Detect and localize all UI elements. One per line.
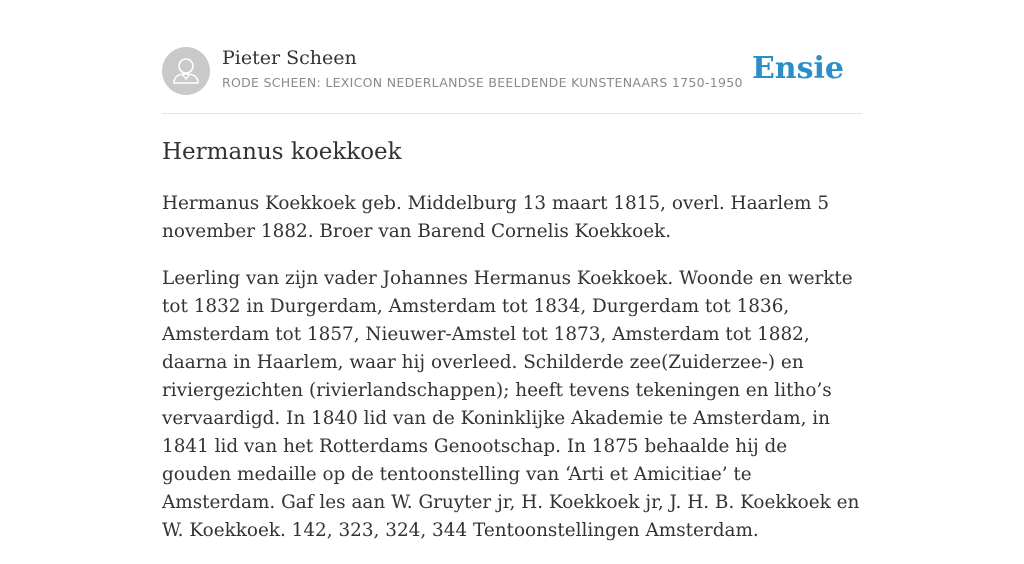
article-title: Hermanus koekkoek	[162, 139, 402, 165]
paragraph: Leerling van zijn vader Johannes Hermanus Koekkoek. Woonde en werkte tot 1832 in Durgerdam, Amsterdam tot 1834, Durgerdam tot 1836, Amsterdam tot 1857, Nieuwer-Amstel tot 1873, Amsterdam tot 1882, daarna in Haarlem, waar hij overleed. Schilderde zee(Zuiderzee-) en riviergezichten (rivierlandschappen); heeft tevens tekeningen en litho’s vervaardigd. In 1840 lid van de Koninklijke Akademie te Amsterdam, in 1841 lid van het Rotterdams Genootschap. In 1875 behaalde hij de gouden medaille op de tentoonstelling van ‘Arti et Amicitiae’ te Amsterdam. Gaf les aan W. Gruyter jr, H. Koekkoek jr, J. H. B. Koekkoek en W. Koekkoek. 142, 323, 324, 344 Tentoonstellingen Amsterdam.	[162, 268, 860, 541]
paragraph: Hermanus Koekkoek geb. Middelburg 13 maart 1815, overl. Haarlem 5 november 1882. Broer van Barend Cornelis Koekkoek.	[162, 193, 830, 242]
source-name[interactable]: RODE SCHEEN: LEXICON NEDERLANDSE BEELDENDE KUNSTENAARS 1750-1950	[222, 75, 743, 90]
ensie-logo[interactable]: Ensie	[751, 51, 844, 86]
user-avatar-icon	[162, 47, 210, 95]
article-body	[162, 190, 862, 564]
author-name[interactable]: Pieter Scheen	[222, 47, 357, 69]
author-header	[162, 46, 862, 96]
article-card	[162, 0, 862, 541]
header-divider	[162, 113, 862, 114]
avatar[interactable]	[162, 47, 210, 95]
